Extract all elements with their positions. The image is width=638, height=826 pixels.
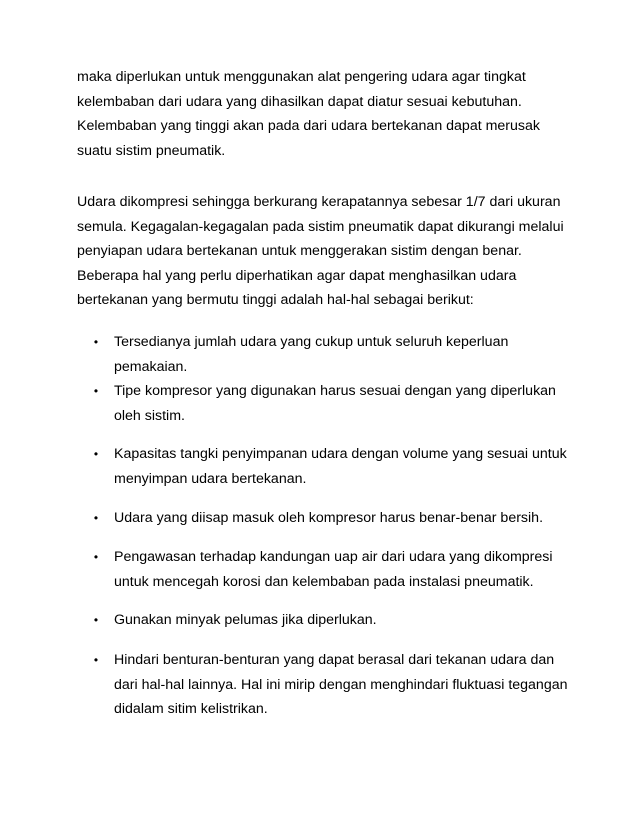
- paragraph-line: bertekanan yang bermutu tinggi adalah hal-hal sebagai berikut:: [77, 292, 474, 308]
- list-item-line: dari hal-hal lainnya. Hal ini mirip dengan menghindari fluktuasi tegangan: [114, 676, 568, 693]
- list-item-line: Kapasitas tangki penyimpanan udara dengan volume yang sesuai untuk: [114, 446, 567, 462]
- list-item-line: Tipe kompresor yang digunakan harus sesuai dengan yang diperlukan: [114, 383, 556, 399]
- paragraph-line: Udara dikompresi sehingga berkurang kerapatannya sebesar 1/7 dari ukuran: [77, 194, 561, 210]
- bullet-icon: •: [93, 335, 99, 349]
- bullet-icon: •: [93, 550, 99, 564]
- list-item-text: [114, 648, 574, 722]
- paragraph-line: Kelembaban yang tinggi akan pada dari udara bertekanan dapat merusak: [77, 118, 540, 134]
- list-item-text: [114, 545, 574, 594]
- list-item-text: [114, 506, 574, 531]
- paragraph-line: penyiapan udara bertekanan untuk menggerakan sistim dengan benar.: [77, 243, 522, 259]
- list-item-line: Gunakan minyak pelumas jika diperlukan.: [114, 612, 377, 628]
- bullet-icon: •: [93, 613, 99, 627]
- list-item-line: menyimpan udara bertekanan.: [114, 470, 307, 487]
- bullet-icon: •: [93, 653, 99, 667]
- bullet-icon: •: [93, 447, 99, 461]
- list-item-text: [114, 330, 574, 379]
- paragraph-line: Beberapa hal yang perlu diperhatikan agar dapat menghasilkan udara: [77, 267, 517, 284]
- list-item-line: Tersedianya jumlah udara yang cukup untuk seluruh keperluan: [114, 334, 509, 350]
- paragraph-line: maka diperlukan untuk menggunakan alat pengering udara agar tingkat: [77, 69, 526, 85]
- paragraph-line: kelembaban dari udara yang dihasilkan dapat diatur sesuai kebutuhan.: [77, 93, 522, 110]
- paragraph-line: suatu sistim pneumatik.: [77, 142, 226, 159]
- list-item-text: [114, 442, 574, 491]
- list-item-text: [114, 608, 574, 633]
- list-item-line: oleh sistim.: [114, 407, 185, 424]
- list-item-line: pemakaian.: [114, 358, 188, 375]
- bullet-icon: •: [93, 384, 99, 398]
- list-item-text: [114, 379, 574, 428]
- paragraph-line: semula. Kegagalan-kegagalan pada sistim pneumatik dapat dikurangi melalui: [77, 218, 564, 235]
- list-item-line: Hindari benturan-benturan yang dapat berasal dari tekanan udara dan: [114, 652, 555, 668]
- list-item-line: Udara yang diisap masuk oleh kompresor harus benar-benar bersih.: [114, 510, 544, 526]
- list-item-line: didalam sitim kelistrikan.: [114, 701, 268, 717]
- list-item-line: untuk mencegah korosi dan kelembaban pada instalasi pneumatik.: [114, 573, 534, 590]
- bullet-icon: •: [93, 511, 99, 525]
- list-item-line: Pengawasan terhadap kandungan uap air dari udara yang dikompresi: [114, 549, 553, 565]
